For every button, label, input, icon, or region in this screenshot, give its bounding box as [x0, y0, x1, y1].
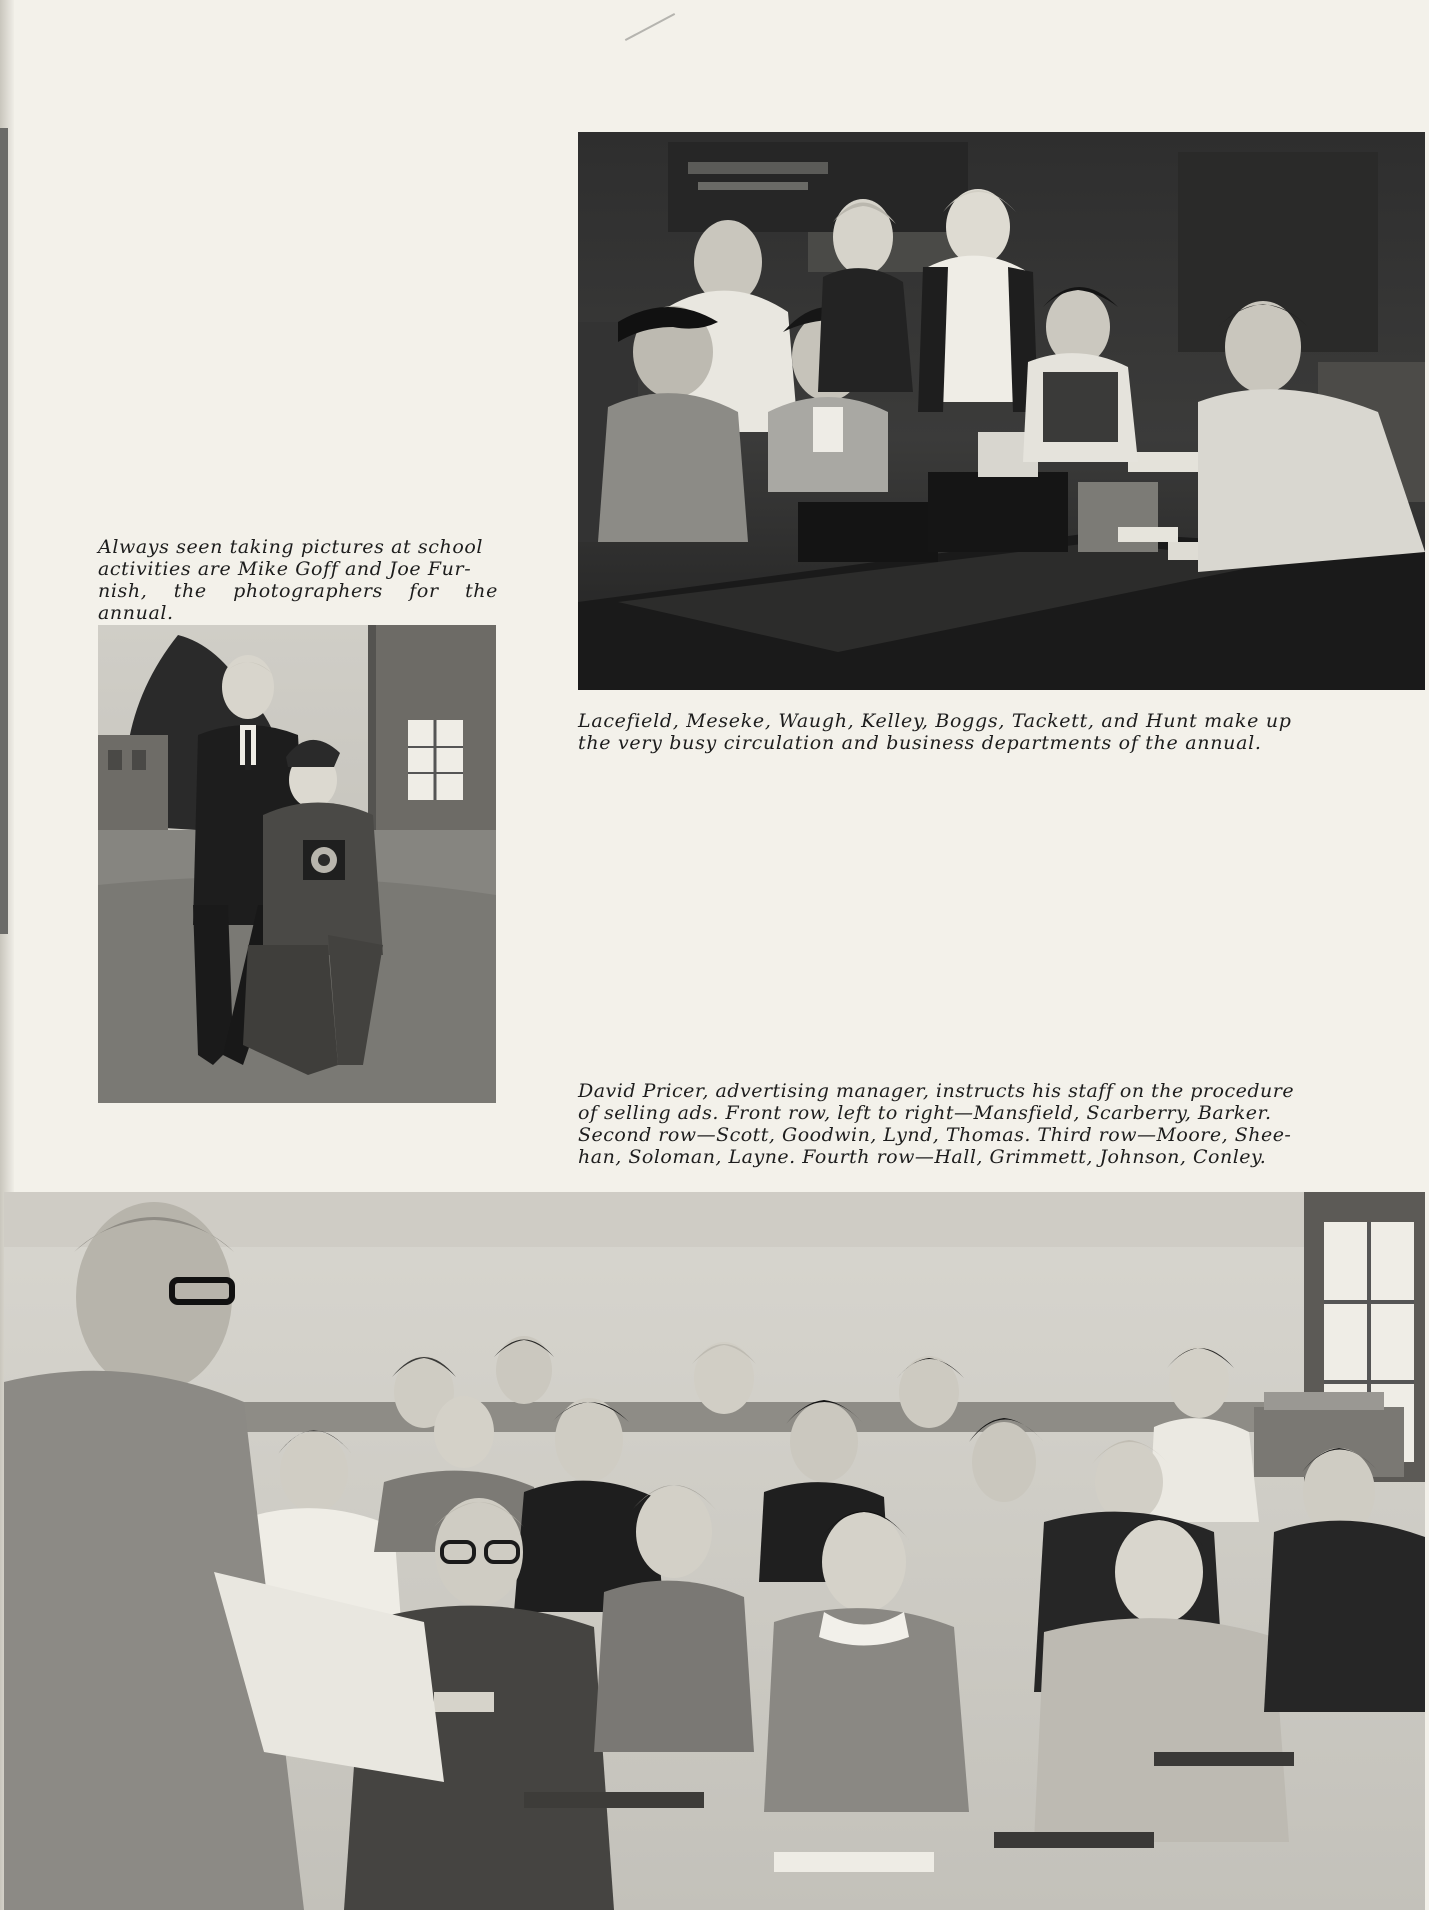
advertising-caption	[578, 1080, 1302, 1168]
facing-page-edge	[0, 128, 8, 934]
photographers-photo	[98, 625, 496, 1103]
advertising-staff-photo	[4, 1192, 1425, 1910]
caption-line: nish, the photographers for the annual.	[98, 580, 498, 624]
caption-line: Second row—Scott, Goodwin, Lynd, Thomas. Third row—Moore, Shee-	[578, 1124, 1292, 1146]
caption-line: Always seen taking pictures at school	[98, 536, 484, 558]
caption-line: han, Soloman, Layne. Fourth row—Hall, Grimmett, Johnson, Conley.	[578, 1146, 1267, 1168]
caption-line: the very busy circulation and business departments of the annual.	[578, 732, 1262, 754]
caption-line: activities are Mike Goff and Joe Fur-	[98, 558, 472, 580]
photographers-caption	[98, 536, 498, 624]
stray-pencil-mark	[625, 13, 675, 41]
circulation-caption	[578, 710, 1302, 754]
caption-line: of selling ads. Front row, left to right—Mansfield, Scarberry, Barker.	[578, 1102, 1272, 1124]
circulation-staff-photo	[578, 132, 1425, 690]
caption-line: Lacefield, Meseke, Waugh, Kelley, Boggs, Tackett, and Hunt make up	[578, 710, 1292, 732]
caption-line: David Pricer, advertising manager, instructs his staff on the procedure	[578, 1080, 1295, 1102]
